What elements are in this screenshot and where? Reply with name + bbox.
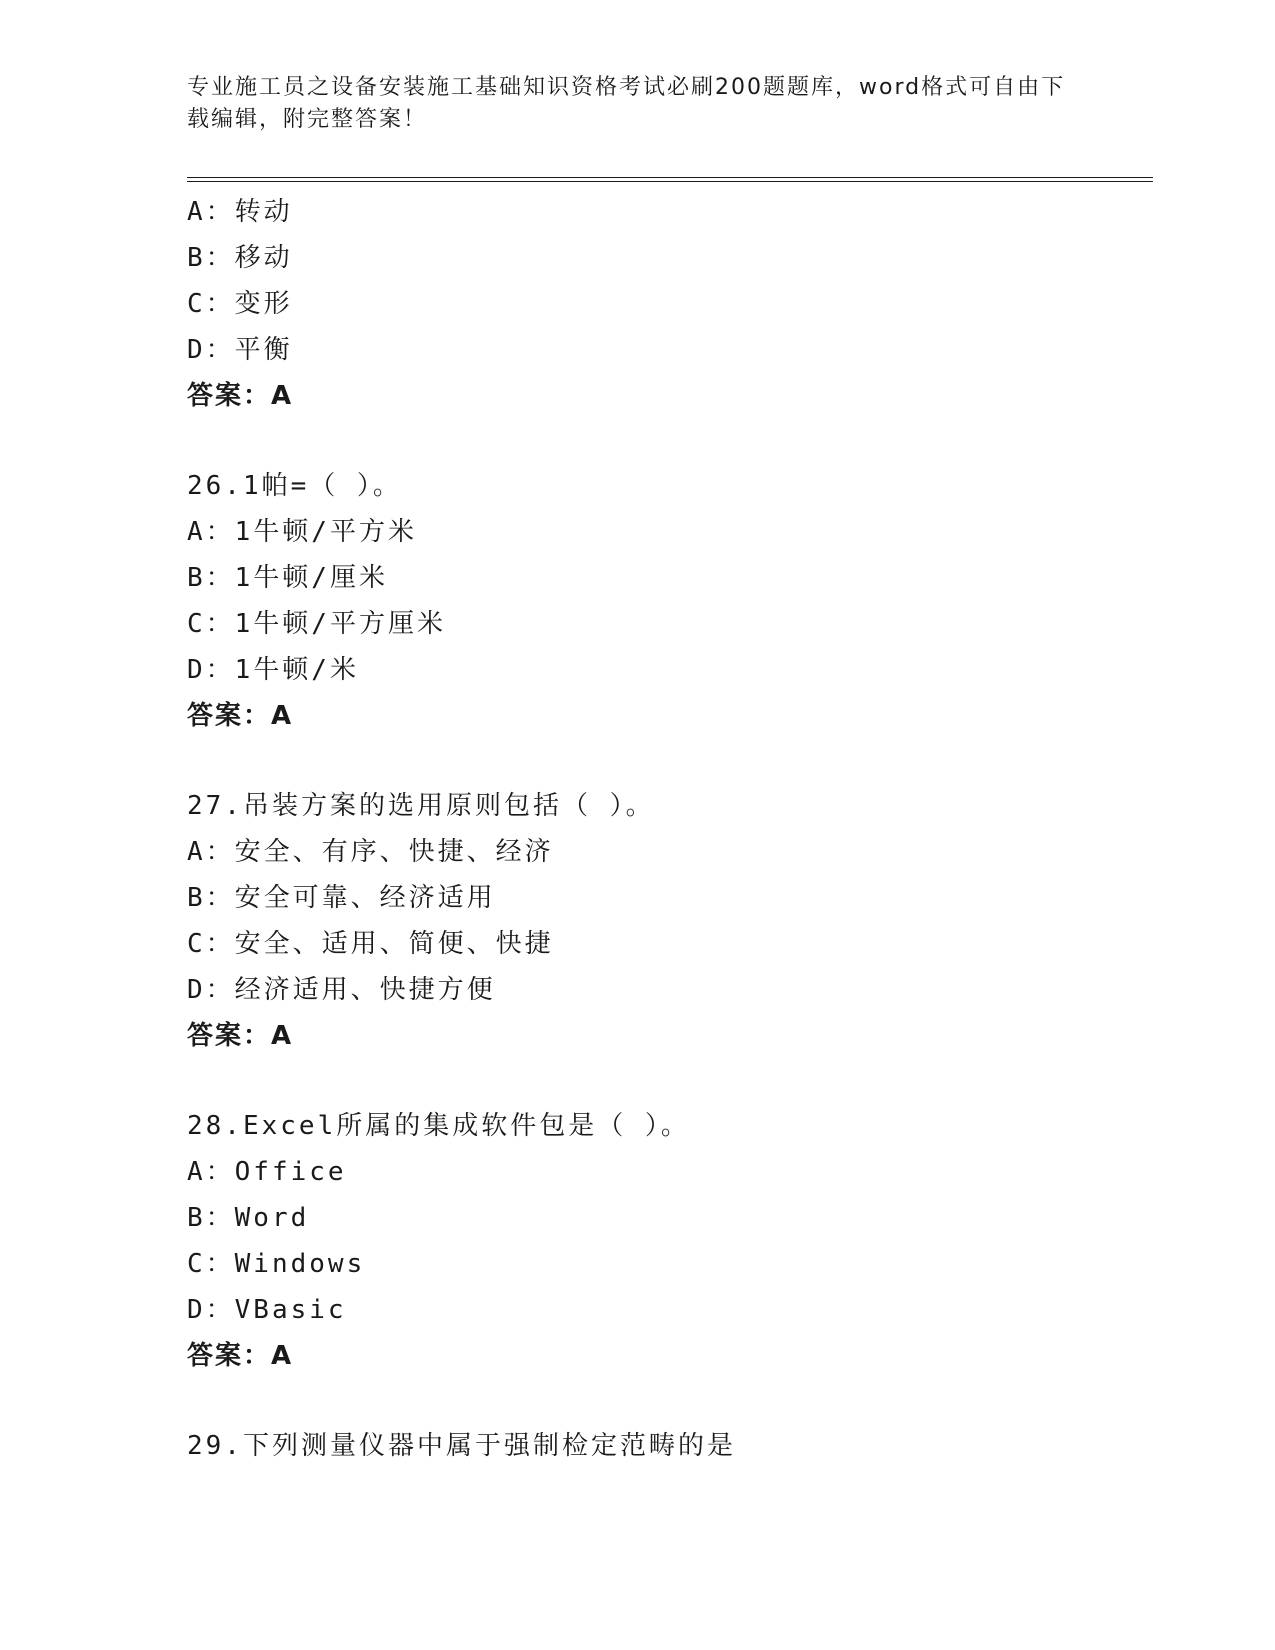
answer-value: A — [271, 1341, 294, 1371]
option-b: B：1牛顿/厘米 — [187, 563, 388, 593]
answer-value: A — [271, 381, 294, 411]
question-block-26 — [187, 463, 1147, 739]
answer-label: 答案： — [187, 701, 272, 731]
header-rule-top — [187, 177, 1153, 178]
answer-label: 答案： — [187, 381, 272, 411]
question-block-27 — [187, 783, 1147, 1059]
option-b: B：安全可靠、经济适用 — [187, 883, 496, 913]
option-a: A：1牛顿/平方米 — [187, 517, 417, 547]
option-d: D：1牛顿/米 — [187, 655, 359, 685]
option-b: B：移动 — [187, 243, 293, 273]
question-stem: 29.下列测量仪器中属于强制检定范畴的是 — [187, 1431, 736, 1461]
answer-label: 答案： — [187, 1341, 272, 1371]
answer-value: A — [271, 701, 294, 731]
question-block-29 — [187, 1423, 1147, 1469]
option-a: A：安全、有序、快捷、经济 — [187, 837, 554, 867]
question-block-28 — [187, 1103, 1147, 1379]
answer-value: A — [271, 1021, 294, 1051]
question-stem: 26.1帕=（ ）。 — [187, 471, 402, 501]
document-title: 专业施工员之设备安装施工基础知识资格考试必刷200题题库，word格式可自由下载编辑，附完整答案！ — [187, 75, 1066, 132]
option-d: D：经济适用、快捷方便 — [187, 975, 496, 1005]
answer-line — [187, 693, 1147, 739]
question-stem: 28.Excel所属的集成软件包是（ ）。 — [187, 1111, 690, 1141]
option-a: A：Office — [187, 1157, 347, 1187]
question-stem: 27.吊装方案的选用原则包括（ ）。 — [187, 791, 655, 821]
document-header — [187, 72, 1067, 136]
option-c: C：1牛顿/平方厘米 — [187, 609, 446, 639]
question-list — [187, 189, 1147, 1469]
option-b: B：Word — [187, 1203, 310, 1233]
option-d: D：VBasic — [187, 1295, 347, 1325]
option-a: A：转动 — [187, 197, 293, 227]
option-d: D：平衡 — [187, 335, 293, 365]
option-c: C：Windows — [187, 1249, 366, 1279]
answer-line — [187, 1013, 1147, 1059]
answer-line — [187, 373, 1147, 419]
option-c: C：变形 — [187, 289, 293, 319]
answer-line — [187, 1333, 1147, 1379]
question-block-25 — [187, 189, 1147, 419]
option-c: C：安全、适用、简便、快捷 — [187, 929, 554, 959]
answer-label: 答案： — [187, 1021, 272, 1051]
header-rule-bottom — [187, 181, 1153, 182]
